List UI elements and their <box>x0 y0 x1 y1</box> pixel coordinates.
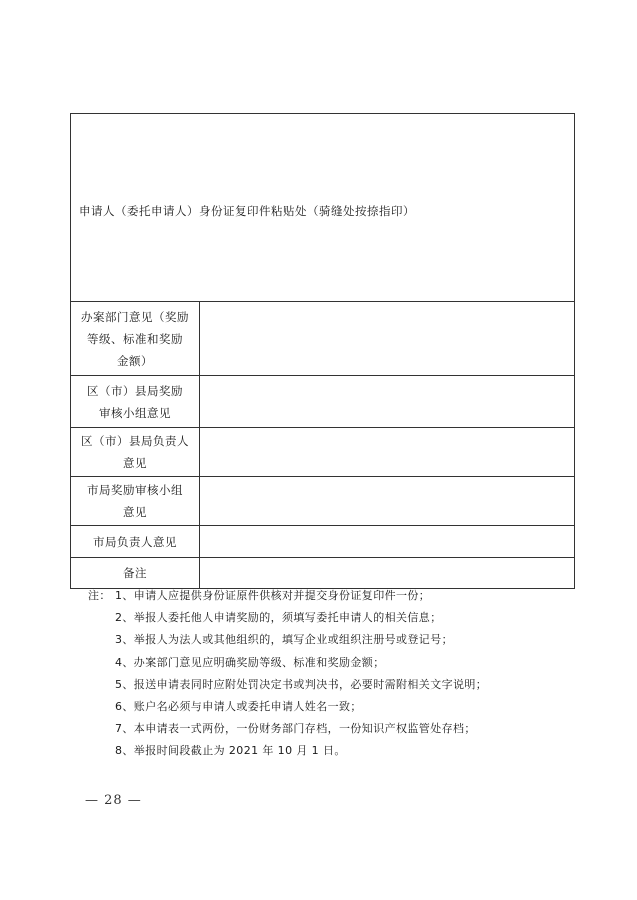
remarks-label: 备注 <box>71 558 200 589</box>
table-row <box>71 376 575 428</box>
application-form-table <box>70 113 575 589</box>
district-review-group-label: 区（市）县局奖励 审核小组意见 <box>71 376 200 428</box>
page-number: — 28 — <box>85 793 142 808</box>
table-row <box>71 558 575 589</box>
district-head-opinion-field[interactable] <box>200 428 575 477</box>
case-dept-opinion-field[interactable] <box>200 302 575 376</box>
note-item: 5、报送申请表同时应附处罚决定书或判决书，必要时需附相关文字说明； <box>115 677 488 691</box>
city-review-group-label: 市局奖励审核小组 意见 <box>71 477 200 526</box>
note-item: 4、办案部门意见应明确奖励等级、标准和奖励金额； <box>115 655 385 669</box>
table-row <box>71 477 575 526</box>
notes-prefix: 注： <box>88 589 111 602</box>
note-item: 注： 1、申请人应提供身份证原件供核对并提交身份证复印件一份； <box>88 589 431 602</box>
id-copy-paste-label: 申请人（委托申请人）身份证复印件粘贴处（骑缝处按捺指印） <box>79 204 415 218</box>
remarks-field[interactable] <box>200 558 575 589</box>
note-item: 2、举报人委托他人申请奖励的，须填写委托申请人的相关信息； <box>115 611 442 625</box>
city-head-opinion-label: 市局负责人意见 <box>71 526 200 558</box>
table-row <box>71 302 575 376</box>
district-review-group-field[interactable] <box>200 376 575 428</box>
note-item: 3、举报人为法人或其他组织的，填写企业或组织注册号或登记号； <box>115 633 453 647</box>
table-row <box>71 526 575 558</box>
notes-section <box>88 588 588 766</box>
note-item: 7、本申请表一式两份，一份财务部门存档，一份知识产权监管处存档； <box>115 722 476 736</box>
city-head-opinion-field[interactable] <box>200 526 575 558</box>
city-review-group-field[interactable] <box>200 477 575 526</box>
note-item: 8、举报时间段截止为 2021 年 10 月 1 日。 <box>115 744 346 758</box>
id-copy-paste-area <box>71 114 575 302</box>
note-item: 6、账户名必须与申请人或委托申请人姓名一致； <box>115 699 362 713</box>
case-dept-opinion-label: 办案部门意见（奖励 等级、标准和奖励 金额） <box>71 302 200 376</box>
district-head-opinion-label: 区（市）县局负责人 意见 <box>71 428 200 477</box>
table-row <box>71 428 575 477</box>
